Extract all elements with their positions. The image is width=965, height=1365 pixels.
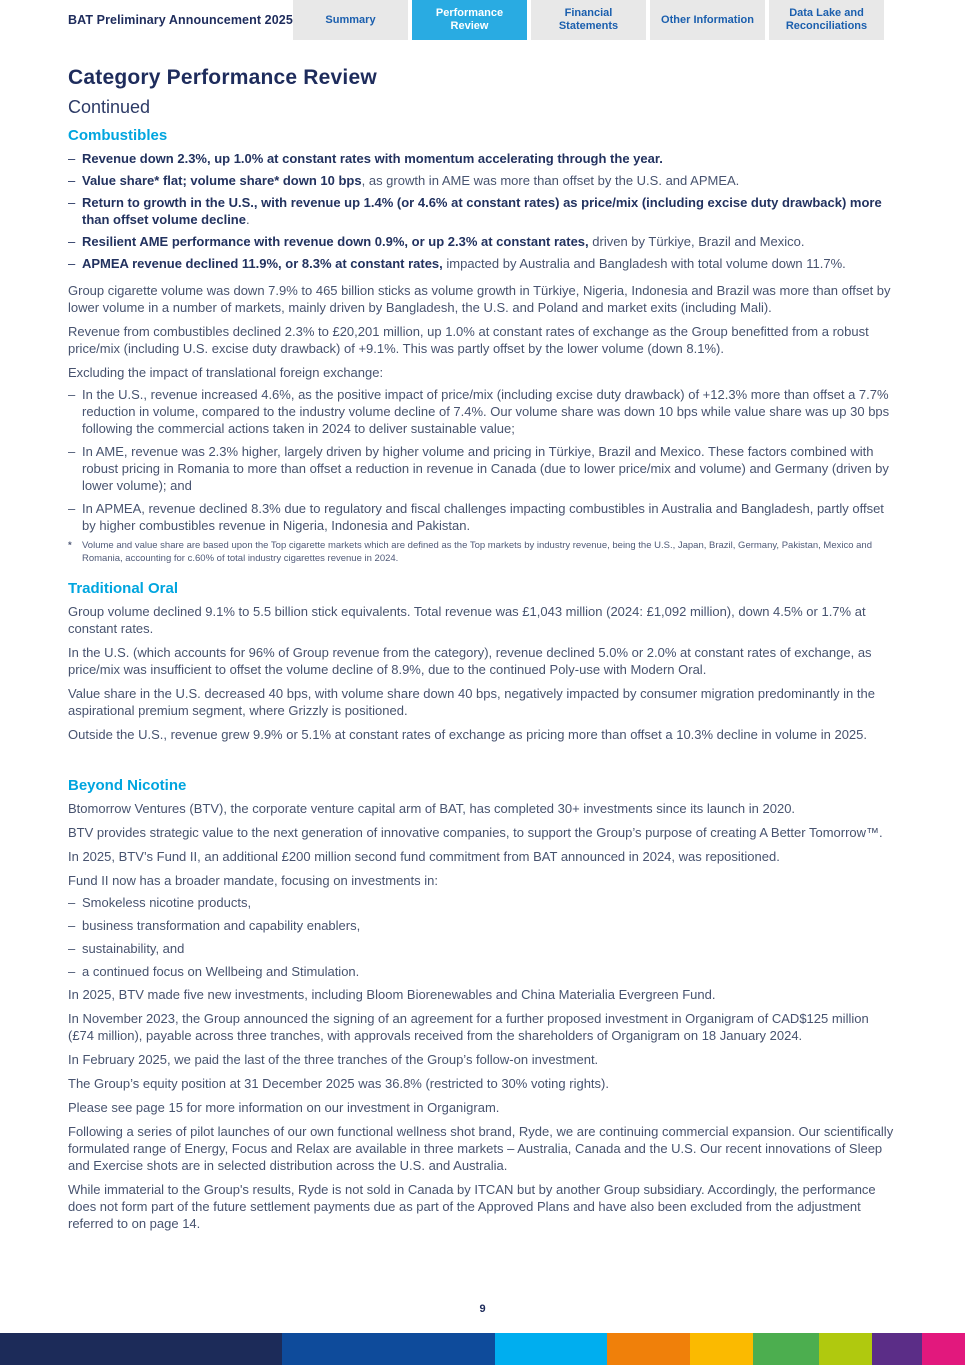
brand-color-bar bbox=[0, 1333, 965, 1365]
paragraph: While immaterial to the Group's results, Ryde is not sold in Canada by ITCAN but by another Group subsidiary. Accordingly, the performance does not form part of the future settlement payments due as part of the Approved Plans and have also been excluded from the adjustment referred to on page 14. bbox=[68, 1182, 876, 1231]
brand-color-segment bbox=[922, 1333, 964, 1365]
footnote-marker: * bbox=[68, 540, 72, 551]
paragraph: Btomorrow Ventures (BTV), the corporate venture capital arm of BAT, has completed 30+ investments since its launch in 2020. bbox=[68, 801, 796, 816]
combustibles-bullet: – Resilient AME performance with revenue down 0.9%, or up 2.3% at constant rates, driven by Türkiye, Brazil and Mexico. bbox=[68, 234, 805, 249]
tab-financial-statements[interactable]: Financial Statements bbox=[531, 0, 646, 40]
brand-color-segment bbox=[872, 1333, 922, 1365]
paragraph: Value share in the U.S. decreased 40 bps, with volume share down 40 bps, negatively impacted by consumer migration predominantly in the aspirational premium segment, where Grizzly is positioned. bbox=[68, 686, 875, 718]
paragraph: Excluding the impact of translational foreign exchange: bbox=[68, 365, 384, 380]
brand-color-segment bbox=[0, 1333, 282, 1365]
dash-marker: – bbox=[68, 151, 76, 166]
dash-marker: – bbox=[68, 895, 76, 910]
combustibles-dash-list bbox=[68, 386, 897, 534]
paragraph: The Group’s equity position at 31 December 2025 was 36.8% (restricted to 30% voting rights). bbox=[68, 1076, 609, 1091]
dash-item: – Smokeless nicotine products, bbox=[68, 895, 252, 910]
beyond-nicotine-dash-list bbox=[68, 894, 897, 980]
traditional-oral-heading: Traditional Oral bbox=[68, 580, 179, 597]
dash-marker: – bbox=[68, 941, 76, 956]
header bbox=[0, 0, 965, 40]
brand-color-segment bbox=[607, 1333, 690, 1365]
dash-marker: – bbox=[68, 501, 76, 516]
dash-marker: – bbox=[68, 444, 76, 459]
paragraph: In the U.S. (which accounts for 96% of Group revenue from the category), revenue declined 5.0% or 2.0% at constant rates of exchange, as price/mix was insufficient to offset the volume decline of 8.9%, due to the continued Poly-use with Modern Oral. bbox=[68, 645, 872, 677]
combustibles-bullet: – APMEA revenue declined 11.9%, or 8.3% at constant rates, impacted by Australia and Bangladesh with total volume down 11.7%. bbox=[68, 256, 846, 271]
content bbox=[0, 40, 965, 1232]
dash-item: – a continued focus on Wellbeing and Stimulation. bbox=[68, 964, 360, 979]
dash-marker: – bbox=[68, 195, 76, 210]
brand-color-segment bbox=[495, 1333, 607, 1365]
paragraph: In February 2025, we paid the last of the three tranches of the Group’s follow-on investment. bbox=[68, 1052, 599, 1067]
page-number: 9 bbox=[479, 1303, 486, 1315]
paragraph: Fund II now has a broader mandate, focusing on investments in: bbox=[68, 873, 438, 888]
combustibles-bullet: – Return to growth in the U.S., with revenue up 1.4% (or 4.6% at constant rates) as price/mix (including excise duty drawback) more than offset volume decline. bbox=[68, 195, 882, 227]
dash-marker: – bbox=[68, 173, 76, 188]
dash-item: – In APMEA, revenue declined 8.3% due to regulatory and fiscal challenges impacting combustibles in Australia and Bangladesh, partly offset by higher combustibles revenue in Nigeria, Indonesia and Pakistan. bbox=[68, 501, 884, 533]
tab-summary[interactable]: Summary bbox=[293, 0, 408, 40]
dash-item: – sustainability, and bbox=[68, 941, 185, 956]
page-title: Category Performance Review bbox=[68, 66, 377, 89]
brand-color-segment bbox=[690, 1333, 753, 1365]
dash-item: – business transformation and capability enablers, bbox=[68, 918, 361, 933]
paragraph: Group volume declined 9.1% to 5.5 billion stick equivalents. Total revenue was £1,043 million (2024: £1,092 million), down 4.5% or 1.7% at constant rates. bbox=[68, 604, 866, 636]
paragraph: In November 2023, the Group announced the signing of an agreement for a further proposed investment in Organigram of CAD$125 million (£74 million), payable across three tranches, with approvals received from the shareholders of Organigram on 18 January 2024. bbox=[68, 1011, 869, 1043]
tab-other-information[interactable]: Other Information bbox=[650, 0, 765, 40]
dash-marker: – bbox=[68, 387, 76, 402]
combustibles-bullet: – Revenue down 2.3%, up 1.0% at constant rates with momentum accelerating through the year. bbox=[68, 151, 663, 166]
dash-marker: – bbox=[68, 234, 76, 249]
combustibles-heading: Combustibles bbox=[68, 127, 168, 144]
dash-marker: – bbox=[68, 256, 76, 271]
paragraph: Revenue from combustibles declined 2.3% to £20,201 million, up 1.0% at constant rates of exchange as the Group benefitted from a robust price/mix (including U.S. excise duty drawback) of +9.1%. This was partly offset by the lower volume (down 8.1%). bbox=[68, 324, 869, 356]
paragraph: In 2025, BTV made five new investments, including Bloom Biorenewables and China Materialia Evergreen Fund. bbox=[68, 987, 716, 1002]
brand-color-segment bbox=[753, 1333, 820, 1365]
nav-tabs bbox=[293, 0, 884, 40]
brand-color-segment bbox=[819, 1333, 872, 1365]
dash-item: – In the U.S., revenue increased 4.6%, as the positive impact of price/mix (including excise duty drawback) of +12.3% more than offset a 7.7% reduction in volume, compared to the industry volume decline of 7.4%. Our volume share was down 10 bps while value share was up 30 bps following the commercial actions taken in 2024 to deliver sustainable value; bbox=[68, 387, 890, 436]
paragraph: Please see page 15 for more information on our investment in Organigram. bbox=[68, 1100, 500, 1115]
paragraph: Following a series of pilot launches of our own functional wellness shot brand, Ryde, we are continuing commercial expansion. Our scientifically formulated range of Energy, Focus and Relax are available in three markets – Australia, Canada and the U.S. Our recent innovations of Sleep and Exercise shots are in selected distribution across the U.S. and Australia. bbox=[68, 1124, 894, 1173]
paragraph: Outside the U.S., revenue grew 9.9% or 5.1% at constant rates of exchange as pricing more than offset a 10.3% decline in volume in 2025. bbox=[68, 727, 868, 742]
dash-marker: – bbox=[68, 918, 76, 933]
combustibles-bullet: – Value share* flat; volume share* down 10 bps, as growth in AME was more than offset by the U.S. and APMEA. bbox=[68, 173, 740, 188]
page-subtitle: Continued bbox=[68, 97, 151, 117]
beyond-nicotine-heading: Beyond Nicotine bbox=[68, 777, 187, 794]
brand-color-segment bbox=[282, 1333, 495, 1365]
paragraph: Group cigarette volume was down 7.9% to 465 billion sticks as volume growth in Türkiye, Nigeria, Indonesia and Brazil was more than offset by lower volume in a number of markets, mainly driven by Bangladesh, the U.S. and Poland and market exits (including Mali). bbox=[68, 283, 891, 315]
footnote: * Volume and value share are based upon the Top cigarette markets which are defined as the Top markets by industry revenue, being the U.S., Japan, Brazil, Germany, Pakistan, Mexico and Romania, accounting for c.60% of total industry cigarettes revenue in 2024. bbox=[68, 540, 872, 564]
dash-marker: – bbox=[68, 964, 76, 979]
document-title: BAT Preliminary Announcement 2025 bbox=[68, 13, 293, 27]
tab-data-lake-reconciliations[interactable]: Data Lake and Reconciliations bbox=[769, 0, 884, 40]
tab-performance-review[interactable]: Performance Review bbox=[412, 0, 527, 40]
paragraph: In 2025, BTV’s Fund II, an additional £200 million second fund commitment from BAT announced in 2024, was repositioned. bbox=[68, 849, 780, 864]
paragraph: BTV provides strategic value to the next generation of innovative companies, to support the Group’s purpose of creating A Better Tomorrow™. bbox=[68, 825, 883, 840]
dash-item: – In AME, revenue was 2.3% higher, largely driven by higher volume and pricing in Türkiye, Brazil and Mexico. These factors combined with robust pricing in Romania to more than offset a reduction in revenue in Canada (due to lower price/mix and volume) and Germany (driven by lower volume); and bbox=[68, 444, 889, 493]
